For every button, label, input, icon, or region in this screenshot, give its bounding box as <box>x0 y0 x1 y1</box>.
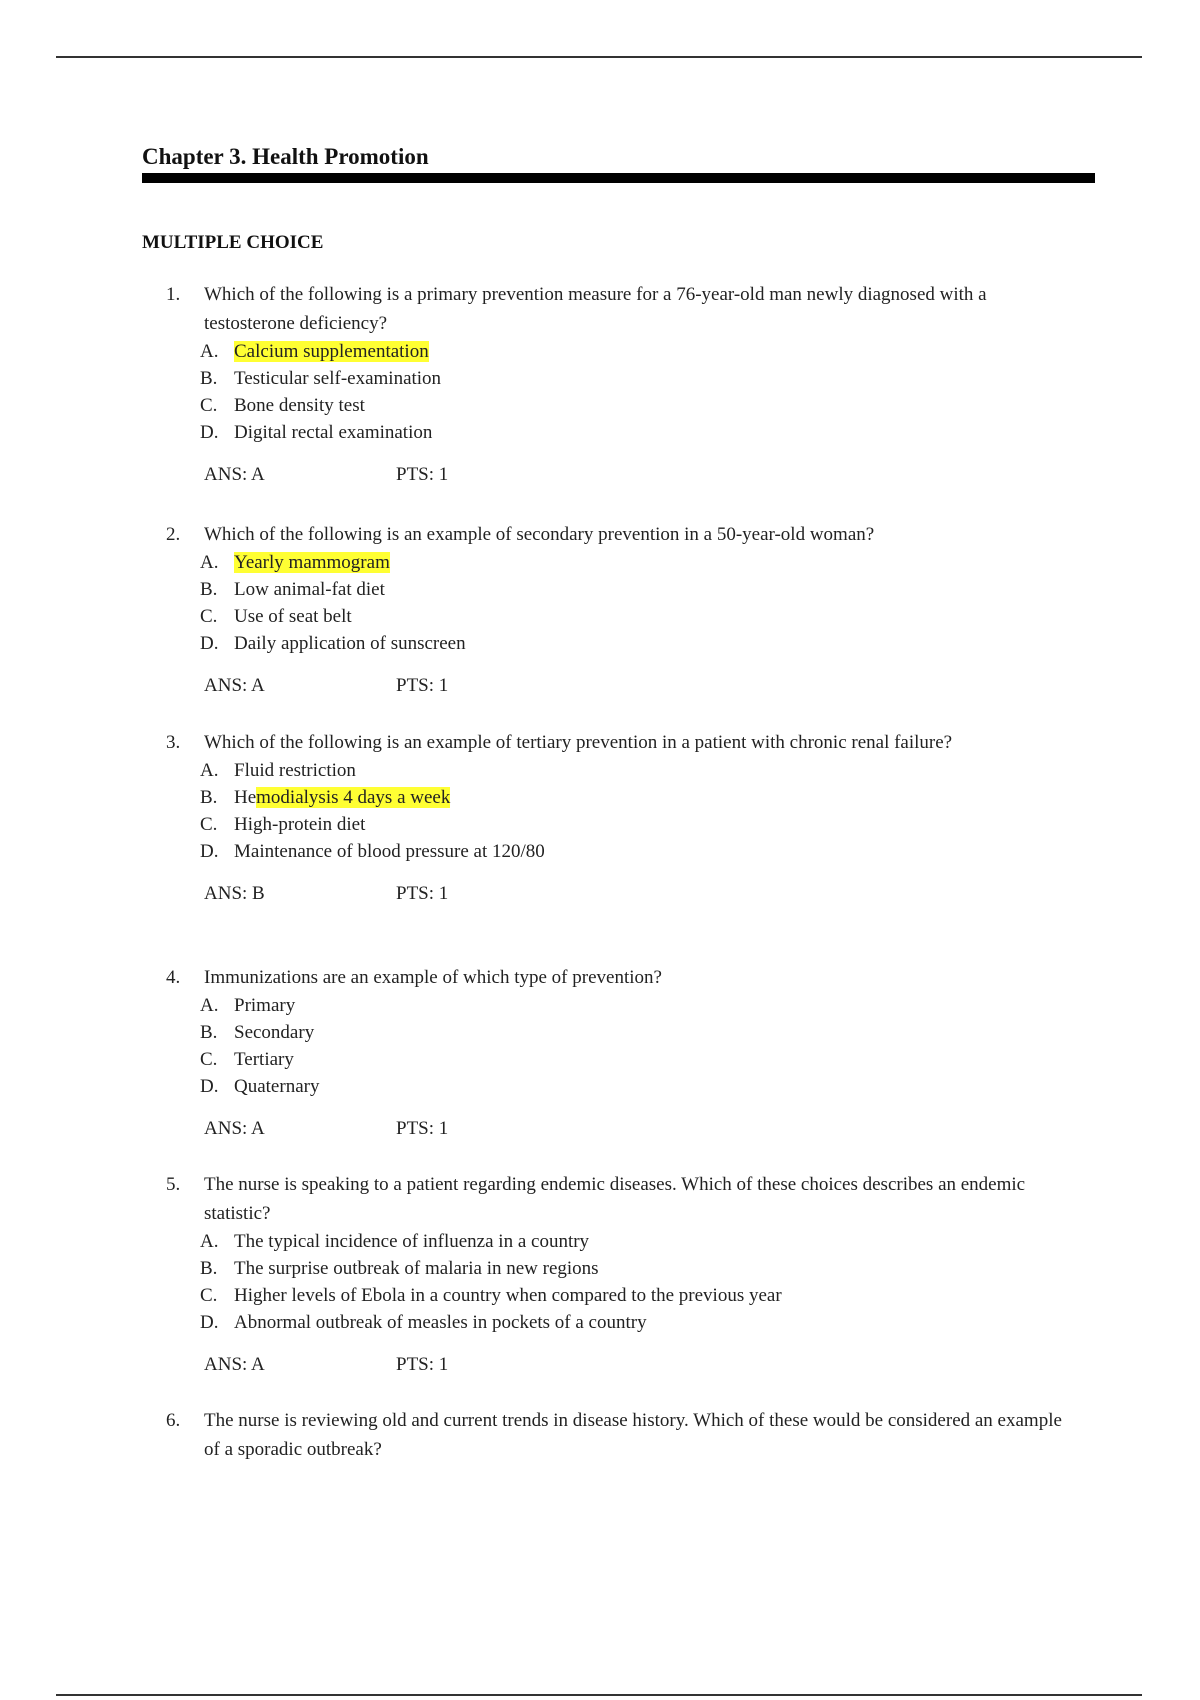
question-1 <box>166 280 1066 487</box>
question-number: 3. <box>166 732 181 753</box>
question-stem: Which of the following is an example of secondary prevention in a 50-year-old woman? <box>204 524 875 545</box>
points: PTS: 1 <box>396 464 449 485</box>
question-3 <box>166 728 1066 906</box>
answer-key: ANS: B <box>204 883 265 904</box>
choice-d: D. Daily application of sunscreen <box>200 633 466 654</box>
answer-key: ANS: A <box>204 464 265 485</box>
choice-a: A. Calcium supplementation <box>200 341 429 362</box>
page-title: Chapter 3. Health Promotion <box>142 144 429 169</box>
question-number: 6. <box>166 1410 181 1431</box>
highlighted-answer: Calcium supplementation <box>234 341 429 362</box>
answer-key: ANS: A <box>204 1354 265 1375</box>
question-stem: Which of the following is a primary prevention measure for a 76-year-old man newly diagnosed with a testosterone deficiency? <box>204 284 987 334</box>
question-number: 2. <box>166 524 181 545</box>
question-number: 1. <box>166 284 181 305</box>
points: PTS: 1 <box>396 1354 449 1375</box>
choice-list <box>166 757 1066 865</box>
answer-row <box>166 1350 1066 1377</box>
answer-row <box>166 879 1066 906</box>
section-heading: MULTIPLE CHOICE <box>142 232 324 253</box>
choice-c: C. Tertiary <box>200 1049 294 1070</box>
question-stem: Immunizations are an example of which type of prevention? <box>204 967 662 988</box>
choice-list <box>166 549 1066 657</box>
bottom-rule <box>56 1694 1142 1696</box>
title-underline-bar <box>142 173 1095 183</box>
choice-d: D. Quaternary <box>200 1076 320 1097</box>
highlighted-answer: modialysis 4 days a week <box>256 787 451 808</box>
choice-c: C. Higher levels of Ebola in a country when compared to the previous year <box>200 1285 782 1306</box>
choice-c: C. Use of seat belt <box>200 606 352 627</box>
answer-key: ANS: A <box>204 675 265 696</box>
choice-d: D. Maintenance of blood pressure at 120/80 <box>200 841 545 862</box>
choice-a: A. The typical incidence of influenza in a country <box>200 1231 590 1252</box>
question-number: 5. <box>166 1174 181 1195</box>
question-5 <box>166 1170 1066 1377</box>
choice-b: B. Testicular self-examination <box>200 368 442 389</box>
highlighted-answer: Yearly mammogram <box>234 552 390 573</box>
answer-key: ANS: A <box>204 1118 265 1139</box>
choice-d: D. Abnormal outbreak of measles in pockets of a country <box>200 1312 647 1333</box>
question-stem: Which of the following is an example of tertiary prevention in a patient with chronic renal failure? <box>204 732 953 753</box>
choice-b: B. Low animal-fat diet <box>200 579 385 600</box>
question-stem: The nurse is speaking to a patient regarding endemic diseases. Which of these choices describes an endemic statistic? <box>204 1174 1026 1224</box>
question-2 <box>166 520 1066 698</box>
choice-list <box>166 992 1066 1100</box>
question-number: 4. <box>166 967 181 988</box>
question-stem: The nurse is reviewing old and current trends in disease history. Which of these would be considered an example of a sporadic outbreak? <box>204 1410 1062 1460</box>
points: PTS: 1 <box>396 675 449 696</box>
points: PTS: 1 <box>396 883 449 904</box>
choice-b: B. Secondary <box>200 1022 315 1043</box>
choice-b: B. The surprise outbreak of malaria in new regions <box>200 1258 599 1279</box>
choice-c: C. Bone density test <box>200 395 365 416</box>
choice-list <box>166 1228 1066 1336</box>
question-6 <box>166 1406 1066 1464</box>
choice-a: A. Primary <box>200 995 296 1016</box>
answer-row <box>166 460 1066 487</box>
choice-a: A. Yearly mammogram <box>200 552 390 573</box>
points: PTS: 1 <box>396 1118 449 1139</box>
top-rule <box>56 56 1142 58</box>
choice-c: C. High-protein diet <box>200 814 366 835</box>
answer-row <box>166 671 1066 698</box>
choice-b: B. Hemodialysis 4 days a week <box>200 787 451 808</box>
choice-d: D. Digital rectal examination <box>200 422 433 443</box>
choice-list <box>166 338 1066 446</box>
choice-a: A. Fluid restriction <box>200 760 356 781</box>
answer-row <box>166 1114 1066 1141</box>
question-4 <box>166 963 1066 1141</box>
